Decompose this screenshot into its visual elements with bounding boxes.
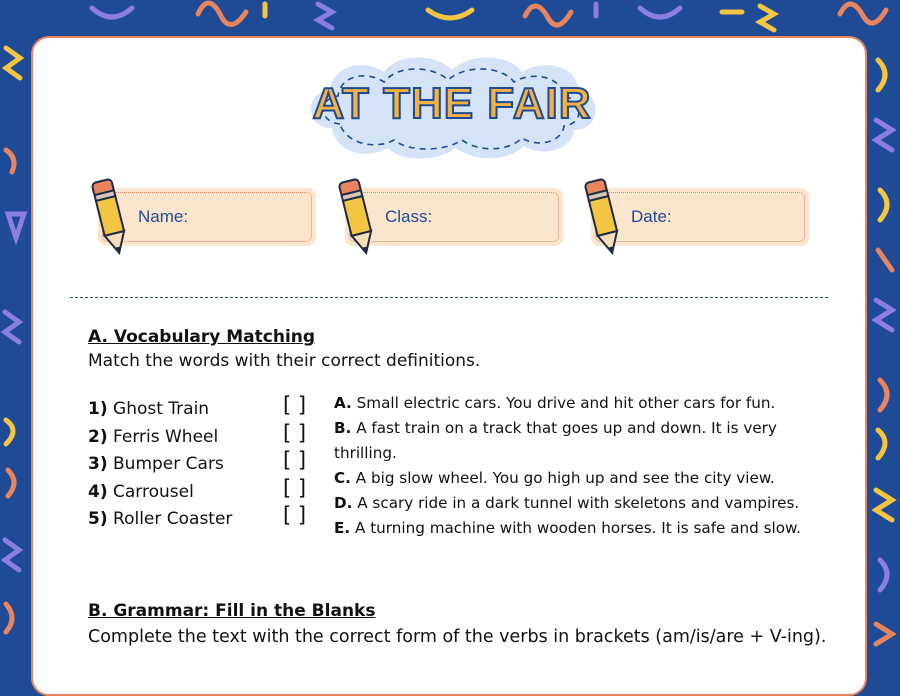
definition-item — [334, 516, 844, 541]
item-word: Ferris Wheel — [113, 426, 219, 447]
pencil-icon — [579, 174, 627, 258]
list-item — [88, 396, 232, 424]
item-word: Roller Coaster — [113, 509, 233, 529]
definition-text: A big slow wheel. You go high up and see the city view. — [355, 469, 775, 487]
class-field[interactable] — [345, 188, 563, 246]
definition-text: A fast train on a track that goes up and down. It is very thrilling. — [334, 419, 777, 462]
answer-blank[interactable]: [ ] — [283, 448, 307, 472]
section-b-instruction: Complete the text with the correct form of the verbs in brackets (am/is/are + V-ing). — [88, 627, 827, 647]
word-list — [88, 396, 232, 534]
definition-letter: C. — [334, 469, 351, 487]
answer-brackets — [283, 392, 306, 530]
list-item — [88, 451, 232, 479]
item-word: Ghost Train — [113, 399, 210, 419]
pencil-icon — [333, 174, 381, 258]
list-item — [88, 424, 232, 452]
definition-list — [334, 391, 844, 541]
answer-blank[interactable]: [ ] — [283, 393, 307, 417]
item-number: 2) — [88, 426, 108, 447]
list-item — [88, 479, 232, 507]
item-number: 1) — [88, 399, 108, 419]
section-b-title: B. Grammar: Fill in the Blanks — [88, 601, 376, 621]
item-word: Carrousel — [113, 481, 194, 502]
date-field[interactable] — [591, 188, 809, 246]
definition-letter: E. — [334, 519, 351, 537]
section-divider — [70, 297, 828, 298]
item-word: Bumper Cars — [113, 454, 224, 474]
definition-item — [334, 491, 844, 516]
title-cloud — [302, 50, 602, 162]
definition-item — [334, 391, 844, 416]
answer-blank[interactable]: [ ] — [283, 503, 307, 527]
definition-text: Small electric cars. You drive and hit other cars for fun. — [356, 394, 776, 412]
definition-item — [334, 416, 844, 466]
definition-text: A scary ride in a dark tunnel with skeletons and vampires. — [357, 494, 800, 512]
answer-blank[interactable]: [ ] — [283, 475, 307, 500]
section-a-instruction: Match the words with their correct definitions. — [88, 351, 481, 371]
definition-letter: D. — [334, 494, 353, 512]
definition-letter: B. — [334, 419, 352, 437]
name-label: Name: — [138, 207, 189, 226]
item-number: 5) — [88, 509, 108, 529]
name-field[interactable] — [98, 188, 316, 246]
class-label: Class: — [385, 207, 433, 226]
section-a-title: A. Vocabulary Matching — [88, 327, 316, 347]
date-label: Date: — [631, 207, 672, 226]
item-number: 3) — [88, 454, 108, 474]
list-item — [88, 506, 232, 534]
pencil-icon — [86, 174, 134, 258]
item-number: 4) — [88, 481, 108, 502]
worksheet-title: AT THE FAIR — [312, 79, 592, 128]
definition-text: A turning machine with wooden horses. It is safe and slow. — [354, 519, 801, 537]
answer-blank[interactable]: [ ] — [283, 420, 307, 445]
definition-item — [334, 466, 844, 491]
definition-letter: A. — [334, 394, 352, 412]
